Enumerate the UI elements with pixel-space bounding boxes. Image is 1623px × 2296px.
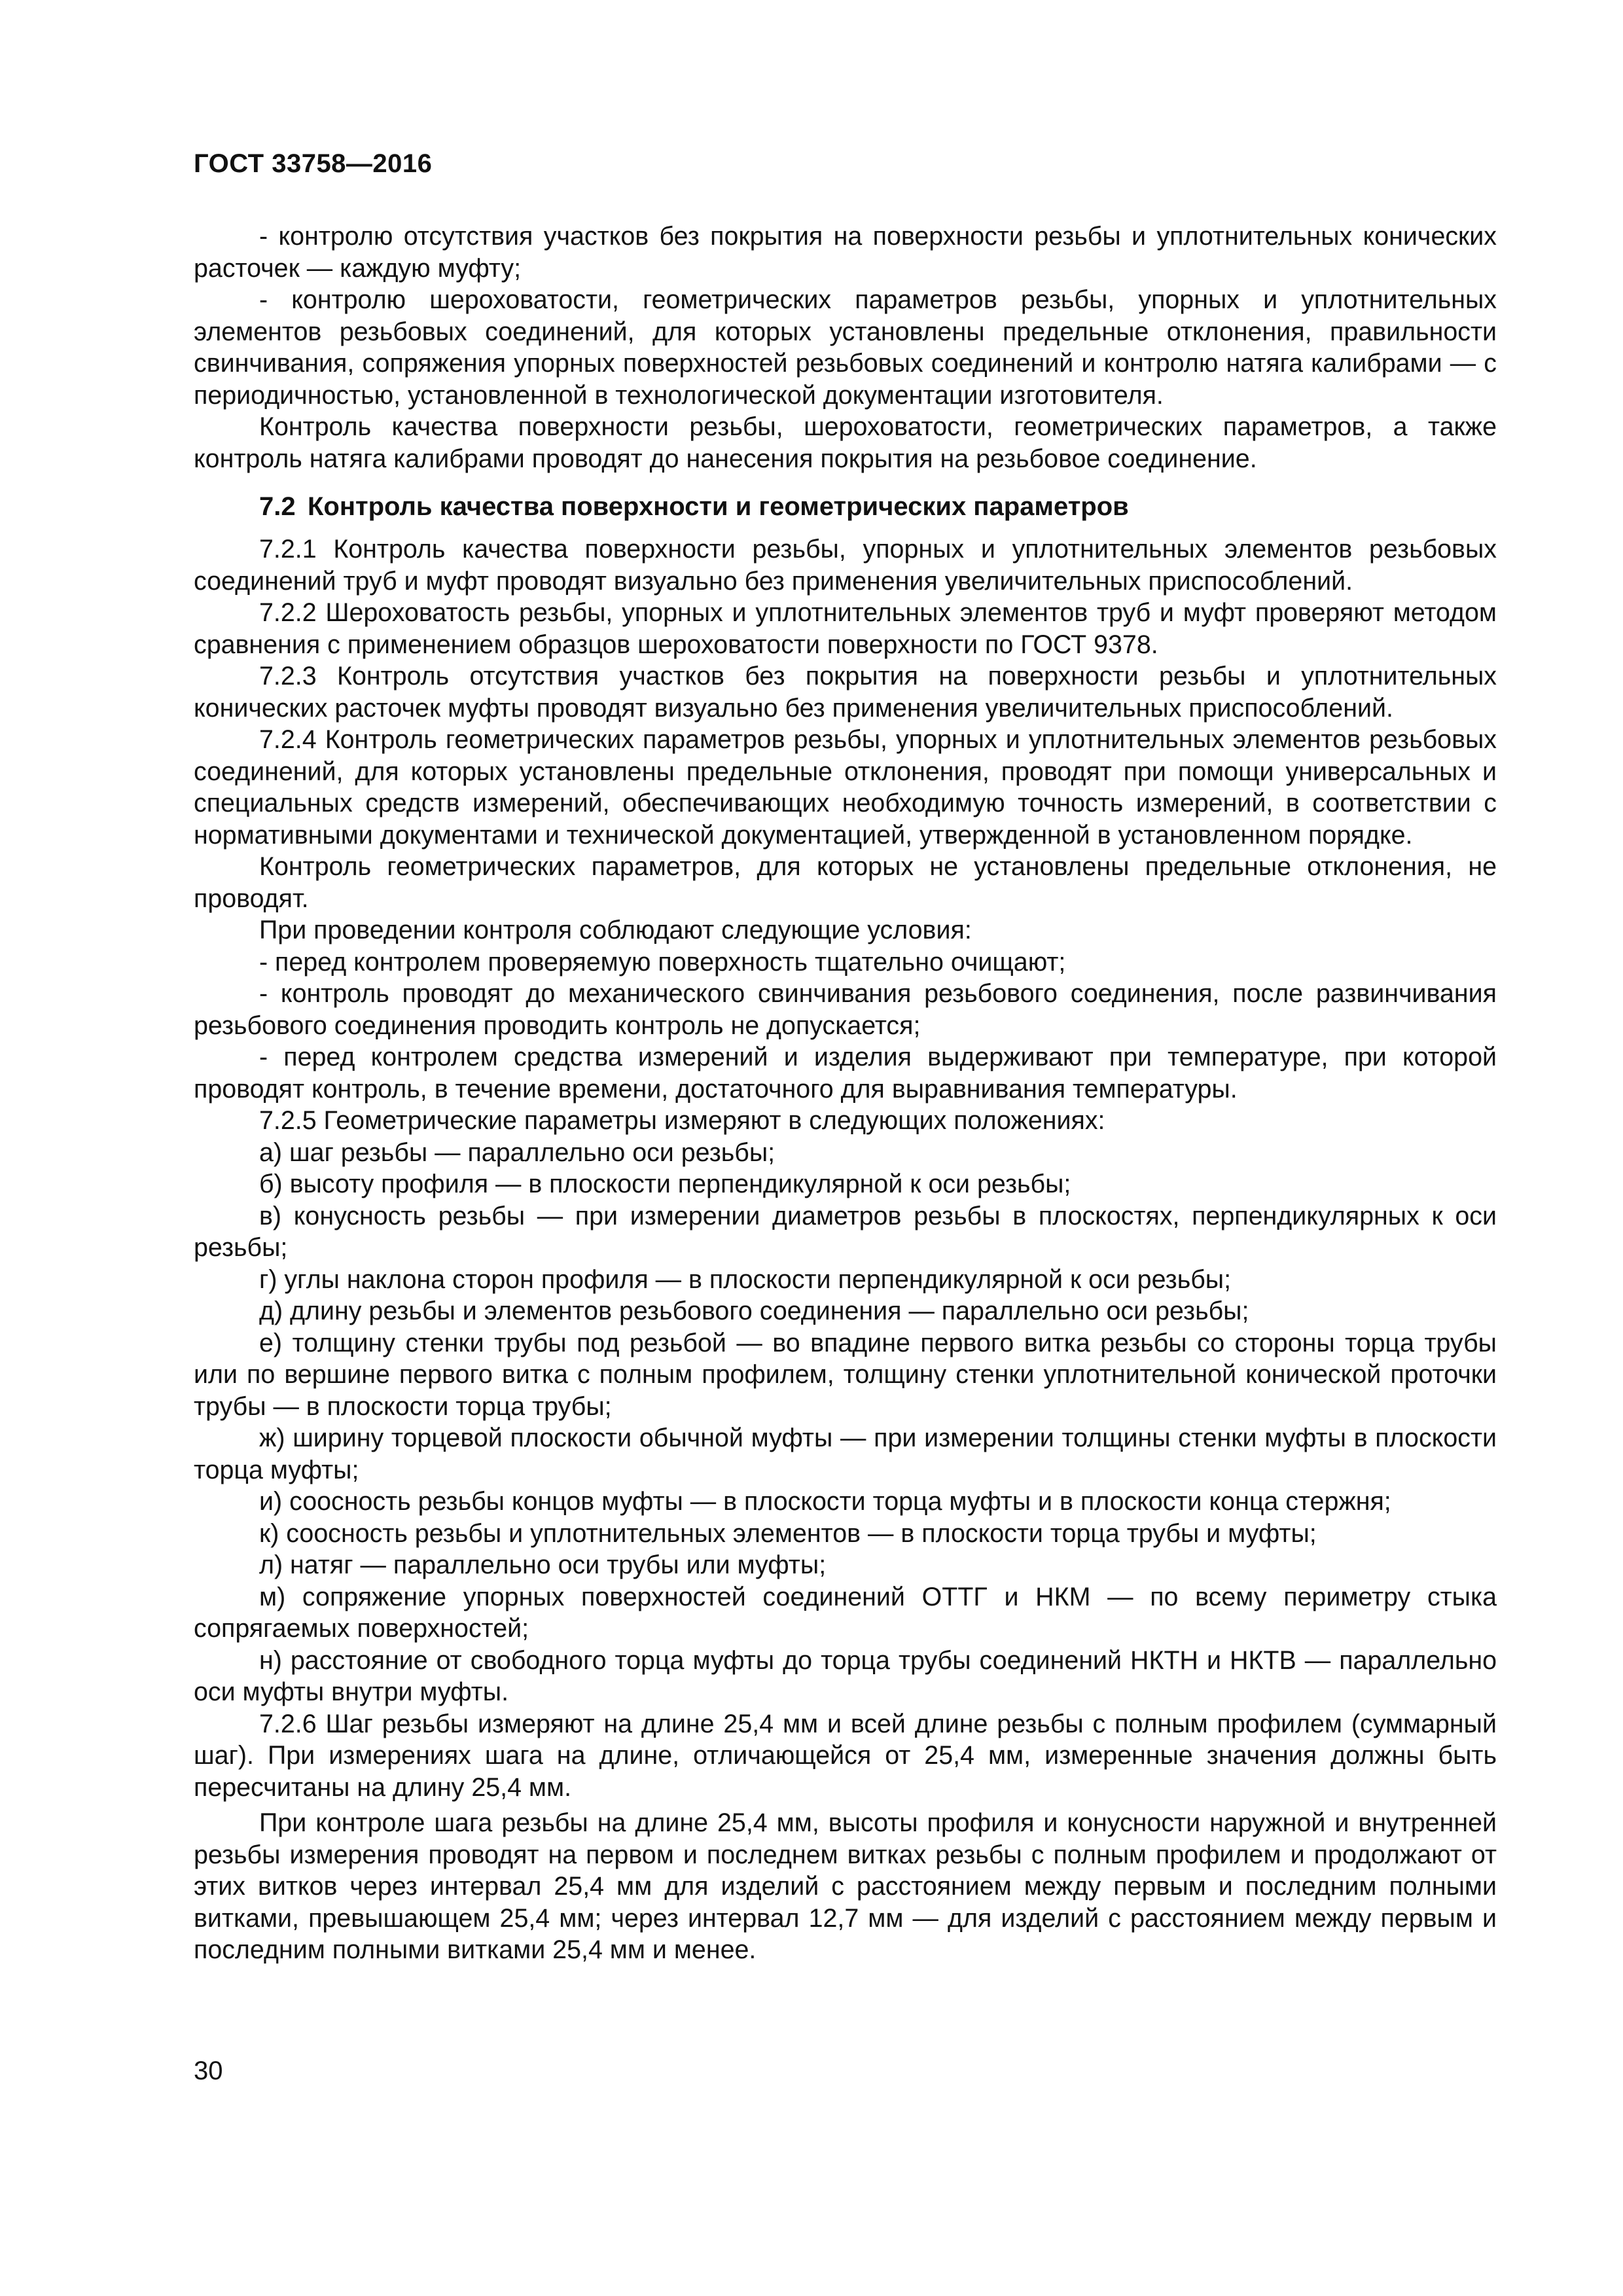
standard-header: ГОСТ 33758—2016 — [194, 149, 433, 178]
list-item: а) шаг резьбы — параллельно оси резьбы; — [259, 1138, 776, 1167]
page-number: 30 — [194, 2056, 223, 2085]
list-item: - контроль проводят до механического свинчивания резьбового соединения, после развинчивания резьбового соединения проводить контроль не допускается; — [194, 979, 1497, 1040]
list-item: и) соосность резьбы концов муфты — в плоскости торца муфты и в плоскости конца стержня; — [259, 1487, 1391, 1516]
list-item: в) конусность резьбы — при измерении диаметров резьбы в плоскостях, перпендикулярных к оси резьбы; — [194, 1201, 1497, 1262]
paragraph: Контроль качества поверхности резьбы, шероховатости, геометрических параметров, а также контроль натяга калибрами проводят до нанесения покрытия на резьбовое соединение. — [194, 412, 1497, 473]
paragraph: - контролю шероховатости, геометрических параметров резьбы, упорных и уплотнительных элементов резьбовых соединений, для которых установлены предельные отклонения, правильности свинчивания, сопряжения упорных поверхностей резьбовых соединений и контролю натяга калибрами — с периодичностью, установленной в технологической документации изготовителя. — [194, 285, 1497, 410]
paragraph: 7.2.3 Контроль отсутствия участков без покрытия на поверхности резьбы и уплотнительных конических расточек муфты проводят визуально без применения увеличительных приспособлений. — [194, 662, 1497, 723]
section-title: Контроль качества поверхности и геометрических параметров — [308, 492, 1129, 521]
list-item: г) углы наклона сторон профиля — в плоскости перпендикулярной к оси резьбы; — [259, 1265, 1232, 1294]
paragraph: - контролю отсутствия участков без покрытия на поверхности резьбы и уплотнительных конических расточек — каждую муфту; — [194, 222, 1497, 283]
paragraph: 7.2.4 Контроль геометрических параметров резьбы, упорных и уплотнительных элементов резьбовых соединений, для которых установлены предельные отклонения, проводят при помощи универсальных и специальных средств измерений, обеспечивающих необходимую точность измерений, в соответствии с нормативными документами и технической документацией, утвержденной в установленном порядке. — [194, 725, 1497, 850]
paragraph: 7.2.2 Шероховатость резьбы, упорных и уплотнительных элементов труб и муфт проверяют методом сравнения с применением образцов шероховатости поверхности по ГОСТ 9378. — [194, 598, 1497, 659]
list-item: - перед контролем средства измерений и изделия выдерживают при температуре, при которой проводят контроль, в течение времени, достаточного для выравнивания температуры. — [194, 1043, 1497, 1103]
list-item: б) высоту профиля — в плоскости перпендикулярной к оси резьбы; — [259, 1170, 1071, 1198]
list-item: л) натяг — параллельно оси трубы или муфты; — [259, 1551, 827, 1579]
paragraph: При проведении контроля соблюдают следующие условия: — [259, 916, 972, 944]
list-item: м) сопряжение упорных поверхностей соединений ОТТГ и НКМ — по всему периметру стыка сопрягаемых поверхностей; — [194, 1582, 1497, 1643]
section-heading — [194, 490, 1497, 523]
list-item: д) длину резьбы и элементов резьбового соединения — параллельно оси резьбы; — [259, 1297, 1249, 1325]
section-number: 7.2 — [259, 492, 296, 521]
document-body — [194, 221, 1497, 1966]
paragraph: 7.2.1 Контроль качества поверхности резьбы, упорных и уплотнительных элементов резьбовых соединений труб и муфт проводят визуально без применения увеличительных приспособлений. — [194, 535, 1497, 596]
paragraph: 7.2.6 Шаг резьбы измеряют на длине 25,4 мм и всей длине резьбы с полным профилем (суммарный шаг). При измерениях шага на длине, отличающейся от 25,4 мм, измеренные значения должны быть пересчитаны на длину 25,4 мм. — [194, 1709, 1497, 1802]
paragraph: 7.2.5 Геометрические параметры измеряют в следующих положениях: — [259, 1106, 1105, 1135]
list-item: - перед контролем проверяемую поверхность тщательно очищают; — [259, 947, 1066, 977]
list-item: ж) ширину торцевой плоскости обычной муфты — при измерении толщины стенки муфты в плоскости торца муфты; — [194, 1424, 1497, 1484]
list-item: н) расстояние от свободного торца муфты до торца трубы соединений НКТН и НКТВ — параллельно оси муфты внутри муфты. — [194, 1645, 1497, 1706]
paragraph: При контроле шага резьбы на длине 25,4 мм, высоты профиля и конусности наружной и внутренней резьбы измерения проводят на первом и последнем витках резьбы с полным профилем и продолжают от этих витков через интервал 25,4 мм для изделий с расстоянием между первым и последним полными витками, превышающем 25,4 мм; через интервал 12,7 мм — для изделий с расстоянием между первым и последним полными витками 25,4 мм и менее. — [194, 1808, 1497, 1964]
list-item: е) толщину стенки трубы под резьбой — во впадине первого витка резьбы со стороны торца трубы или по вершине первого витка с полным профилем, толщину стенки уплотнительной конической проточки трубы — в плоскости торца трубы; — [194, 1328, 1497, 1421]
list-item: к) соосность резьбы и уплотнительных элементов — в плоскости торца трубы и муфты; — [259, 1518, 1317, 1548]
paragraph: Контроль геометрических параметров, для которых не установлены предельные отклонения, не проводят. — [194, 852, 1497, 913]
